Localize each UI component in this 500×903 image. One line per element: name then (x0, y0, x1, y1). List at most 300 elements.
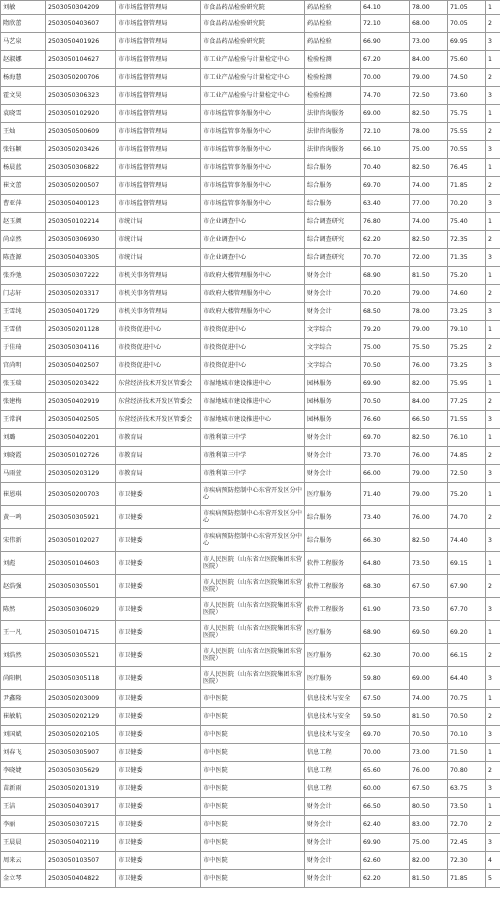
table-row (1, 267, 500, 285)
position-cell: 医疗服务 (305, 667, 361, 690)
unit-cell: 市人民医院（山东省立医院集团东营医院） (201, 644, 305, 667)
position-cell: 检验检测 (305, 51, 361, 69)
unit-cell: 市湿地城市建设推进中心 (201, 411, 305, 429)
written-score-cell: 63.40 (361, 195, 410, 213)
exam-id-cell: 2503050202105 (46, 726, 116, 744)
total-score-cell: 69.15 (448, 552, 486, 575)
rank-cell: 1 (486, 744, 500, 762)
interview-score-cell: 70.00 (410, 644, 448, 667)
department-cell: 市市场监督管理局 (116, 141, 201, 159)
rank-cell: 3 (486, 598, 500, 621)
name-cell: 刘春飞 (1, 744, 46, 762)
rank-cell: 5 (486, 870, 500, 888)
position-cell: 综合服务 (305, 506, 361, 529)
total-score-cell: 70.80 (448, 762, 486, 780)
written-score-cell: 66.30 (361, 529, 410, 552)
position-cell: 信息工程 (305, 744, 361, 762)
rank-cell: 1 (486, 159, 500, 177)
exam-id-cell: 2503050104603 (46, 552, 116, 575)
total-score-cell: 75.55 (448, 123, 486, 141)
position-cell: 综合调查研究 (305, 249, 361, 267)
total-score-cell: 73.25 (448, 303, 486, 321)
exam-id-cell: 2503050306930 (46, 231, 116, 249)
department-cell: 市市场监督管理局 (116, 177, 201, 195)
exam-id-cell: 2503050400123 (46, 195, 116, 213)
interview-score-cell: 76.00 (410, 762, 448, 780)
exam-id-cell: 2503050402507 (46, 357, 116, 375)
total-score-cell: 74.60 (448, 285, 486, 303)
department-cell: 市卫健委 (116, 483, 201, 506)
position-cell: 综合服务 (305, 159, 361, 177)
name-cell: 刘国斌 (1, 726, 46, 744)
unit-cell: 市市场监管事务服务中心 (201, 195, 305, 213)
department-cell: 市市场监督管理局 (116, 105, 201, 123)
position-cell: 信息技术与安全 (305, 690, 361, 708)
department-cell: 市卫健委 (116, 644, 201, 667)
rank-cell: 2 (486, 15, 500, 33)
name-cell: 张钰颖 (1, 141, 46, 159)
interview-score-cell: 69.00 (410, 667, 448, 690)
rank-cell: 1 (486, 552, 500, 575)
exam-id-cell: 2503050304116 (46, 339, 116, 357)
interview-score-cell: 66.50 (410, 411, 448, 429)
written-score-cell: 71.40 (361, 483, 410, 506)
name-cell: 宋伟新 (1, 529, 46, 552)
department-cell: 市统计局 (116, 249, 201, 267)
total-score-cell: 74.85 (448, 447, 486, 465)
department-cell: 市机关事务管理局 (116, 303, 201, 321)
exam-id-cell: 2503050402505 (46, 411, 116, 429)
unit-cell: 市企业调查中心 (201, 231, 305, 249)
unit-cell: 市疾病预防控制中心东营开发区分中心 (201, 529, 305, 552)
total-score-cell: 74.70 (448, 506, 486, 529)
unit-cell: 市湿地城市建设推进中心 (201, 393, 305, 411)
position-cell: 医疗服务 (305, 644, 361, 667)
total-score-cell: 70.05 (448, 15, 486, 33)
position-cell: 园林服务 (305, 375, 361, 393)
total-score-cell: 71.55 (448, 411, 486, 429)
table-row (1, 231, 500, 249)
interview-score-cell: 72.00 (410, 249, 448, 267)
table-row (1, 762, 500, 780)
name-cell: 宫尚明 (1, 357, 46, 375)
position-cell: 财务会计 (305, 798, 361, 816)
exam-id-cell: 2503050306822 (46, 159, 116, 177)
exam-id-cell: 2503050305501 (46, 575, 116, 598)
department-cell: 市卫健委 (116, 529, 201, 552)
table-row (1, 708, 500, 726)
unit-cell: 市中医院 (201, 816, 305, 834)
table-row (1, 744, 500, 762)
unit-cell: 市人民医院（山东省立医院集团东营医院） (201, 667, 305, 690)
interview-score-cell: 74.00 (410, 213, 448, 231)
position-cell: 文字综合 (305, 339, 361, 357)
unit-cell: 市企业调查中心 (201, 249, 305, 267)
written-score-cell: 66.10 (361, 141, 410, 159)
total-score-cell: 73.25 (448, 357, 486, 375)
interview-score-cell: 78.00 (410, 123, 448, 141)
table-row (1, 375, 500, 393)
interview-score-cell: 80.50 (410, 798, 448, 816)
table-row (1, 141, 500, 159)
department-cell: 市卫健委 (116, 744, 201, 762)
written-score-cell: 60.00 (361, 780, 410, 798)
total-score-cell: 69.95 (448, 33, 486, 51)
interview-score-cell: 79.00 (410, 483, 448, 506)
written-score-cell: 69.90 (361, 375, 410, 393)
exam-id-cell: 2503050500609 (46, 123, 116, 141)
name-cell: 杨晨蓝 (1, 159, 46, 177)
total-score-cell: 63.75 (448, 780, 486, 798)
interview-score-cell: 73.00 (410, 744, 448, 762)
position-cell: 医疗服务 (305, 483, 361, 506)
position-cell: 财务会计 (305, 816, 361, 834)
position-cell: 综合调查研究 (305, 231, 361, 249)
written-score-cell: 66.00 (361, 465, 410, 483)
table-row (1, 411, 500, 429)
table-row (1, 816, 500, 834)
interview-score-cell: 72.50 (410, 87, 448, 105)
interview-score-cell: 82.50 (410, 529, 448, 552)
unit-cell: 市投资促进中心 (201, 357, 305, 375)
name-cell: 隋欣蕾 (1, 15, 46, 33)
table-row (1, 667, 500, 690)
exam-id-cell: 2503050202129 (46, 708, 116, 726)
position-cell: 信息工程 (305, 780, 361, 798)
name-cell: 尹鑫隆 (1, 690, 46, 708)
exam-id-cell: 2503050401926 (46, 33, 116, 51)
unit-cell: 市中医院 (201, 780, 305, 798)
exam-id-cell: 2503050306323 (46, 87, 116, 105)
interview-score-cell: 75.50 (410, 339, 448, 357)
written-score-cell: 66.90 (361, 33, 410, 51)
department-cell: 市教育局 (116, 447, 201, 465)
department-cell: 东营经济技术开发区管委会 (116, 393, 201, 411)
exam-id-cell: 2503050401729 (46, 303, 116, 321)
total-score-cell: 74.40 (448, 529, 486, 552)
total-score-cell: 67.90 (448, 575, 486, 598)
rank-cell: 1 (486, 690, 500, 708)
unit-cell: 市中医院 (201, 690, 305, 708)
name-cell: 赵淑娜 (1, 51, 46, 69)
unit-cell: 市企业调查中心 (201, 213, 305, 231)
unit-cell: 市市场监管事务服务中心 (201, 177, 305, 195)
unit-cell: 市人民医院（山东省立医院集团东营医院） (201, 598, 305, 621)
name-cell: 刘敏 (1, 1, 46, 15)
table-row (1, 159, 500, 177)
interview-score-cell: 67.50 (410, 780, 448, 798)
unit-cell: 市胜利第三中学 (201, 465, 305, 483)
name-cell: 张乔弛 (1, 267, 46, 285)
name-cell: 尚阳帆 (1, 667, 46, 690)
department-cell: 东营经济技术开发区管委会 (116, 375, 201, 393)
written-score-cell: 67.20 (361, 51, 410, 69)
total-score-cell: 72.50 (448, 465, 486, 483)
exam-id-cell: 2503050402119 (46, 834, 116, 852)
name-cell: 刘璐 (1, 429, 46, 447)
name-cell: 霍文昊 (1, 87, 46, 105)
written-score-cell: 68.50 (361, 303, 410, 321)
interview-score-cell: 82.50 (410, 231, 448, 249)
written-score-cell: 61.90 (361, 598, 410, 621)
total-score-cell: 64.40 (448, 667, 486, 690)
rank-cell: 1 (486, 105, 500, 123)
rank-cell: 2 (486, 575, 500, 598)
total-score-cell: 75.60 (448, 51, 486, 69)
name-cell: 李丽 (1, 816, 46, 834)
interview-score-cell: 73.50 (410, 598, 448, 621)
exam-id-cell: 2503050200706 (46, 69, 116, 87)
total-score-cell: 75.25 (448, 339, 486, 357)
unit-cell: 市市场监管事务服务中心 (201, 105, 305, 123)
department-cell: 市统计局 (116, 213, 201, 231)
interview-score-cell: 78.00 (410, 303, 448, 321)
department-cell: 市教育局 (116, 429, 201, 447)
written-score-cell: 62.60 (361, 852, 410, 870)
rank-cell: 2 (486, 762, 500, 780)
unit-cell: 市疾病预防控制中心东营开发区分中心 (201, 506, 305, 529)
rank-cell: 3 (486, 465, 500, 483)
exam-id-cell: 2503050102027 (46, 529, 116, 552)
table-row (1, 393, 500, 411)
table-row (1, 213, 500, 231)
total-score-cell: 73.50 (448, 798, 486, 816)
interview-score-cell: 82.50 (410, 429, 448, 447)
written-score-cell: 70.40 (361, 159, 410, 177)
interview-score-cell: 79.00 (410, 69, 448, 87)
position-cell: 财务会计 (305, 465, 361, 483)
interview-score-cell: 81.50 (410, 267, 448, 285)
exam-id-cell: 2503050305629 (46, 762, 116, 780)
total-score-cell: 76.10 (448, 429, 486, 447)
rank-cell: 2 (486, 506, 500, 529)
rank-cell: 1 (486, 798, 500, 816)
written-score-cell: 62.30 (361, 644, 410, 667)
rank-cell: 3 (486, 195, 500, 213)
written-score-cell: 73.70 (361, 447, 410, 465)
unit-cell: 市政府大楼管理服务中心 (201, 267, 305, 285)
written-score-cell: 64.80 (361, 552, 410, 575)
department-cell: 市投资促进中心 (116, 357, 201, 375)
exam-id-cell: 2503050203422 (46, 375, 116, 393)
table-row (1, 598, 500, 621)
department-cell: 市市场监督管理局 (116, 123, 201, 141)
rank-cell: 4 (486, 852, 500, 870)
total-score-cell: 75.40 (448, 213, 486, 231)
department-cell: 市卫健委 (116, 506, 201, 529)
interview-score-cell: 78.00 (410, 1, 448, 15)
department-cell: 市卫健委 (116, 870, 201, 888)
rank-cell: 3 (486, 303, 500, 321)
name-cell: 曹亚萍 (1, 195, 46, 213)
interview-score-cell: 82.00 (410, 852, 448, 870)
interview-score-cell: 79.00 (410, 285, 448, 303)
interview-score-cell: 69.50 (410, 621, 448, 644)
total-score-cell: 72.70 (448, 816, 486, 834)
interview-score-cell: 84.00 (410, 393, 448, 411)
department-cell: 市卫健委 (116, 690, 201, 708)
department-cell: 市卫健委 (116, 762, 201, 780)
rank-cell: 1 (486, 429, 500, 447)
unit-cell: 市食品药品检验研究院 (201, 15, 305, 33)
exam-id-cell: 2503050403305 (46, 249, 116, 267)
table-row (1, 105, 500, 123)
rank-cell: 2 (486, 123, 500, 141)
department-cell: 东营经济技术开发区管委会 (116, 411, 201, 429)
score-table-body (1, 1, 500, 888)
table-row (1, 798, 500, 816)
rank-cell: 2 (486, 177, 500, 195)
table-row (1, 506, 500, 529)
exam-id-cell: 2503050402201 (46, 429, 116, 447)
name-cell: 张建梅 (1, 393, 46, 411)
interview-score-cell: 68.00 (410, 15, 448, 33)
name-cell: 苗新雨 (1, 780, 46, 798)
position-cell: 医疗服务 (305, 621, 361, 644)
table-row (1, 780, 500, 798)
position-cell: 财务会计 (305, 267, 361, 285)
unit-cell: 市人民医院（山东省立医院集团东营医院） (201, 552, 305, 575)
position-cell: 软件工程服务 (305, 552, 361, 575)
total-score-cell: 71.85 (448, 870, 486, 888)
written-score-cell: 73.40 (361, 506, 410, 529)
written-score-cell: 69.70 (361, 429, 410, 447)
exam-id-cell: 2503050305521 (46, 644, 116, 667)
unit-cell: 市政府大楼管理服务中心 (201, 285, 305, 303)
total-score-cell: 72.35 (448, 231, 486, 249)
table-row (1, 303, 500, 321)
written-score-cell: 68.30 (361, 575, 410, 598)
unit-cell: 市胜利第三中学 (201, 447, 305, 465)
position-cell: 财务会计 (305, 303, 361, 321)
rank-cell: 2 (486, 231, 500, 249)
position-cell: 检验检测 (305, 87, 361, 105)
exam-id-cell: 2503050403917 (46, 798, 116, 816)
written-score-cell: 76.60 (361, 411, 410, 429)
written-score-cell: 62.20 (361, 231, 410, 249)
department-cell: 市机关事务管理局 (116, 285, 201, 303)
exam-id-cell: 2503050200703 (46, 483, 116, 506)
written-score-cell: 79.20 (361, 321, 410, 339)
interview-score-cell: 79.00 (410, 465, 448, 483)
interview-score-cell: 82.50 (410, 105, 448, 123)
total-score-cell: 75.95 (448, 375, 486, 393)
interview-score-cell: 73.00 (410, 33, 448, 51)
written-score-cell: 64.10 (361, 1, 410, 15)
rank-cell: 1 (486, 1, 500, 15)
interview-score-cell: 82.00 (410, 375, 448, 393)
name-cell: 刘彪 (1, 552, 46, 575)
exam-id-cell: 2503050203009 (46, 690, 116, 708)
name-cell: 王灿 (1, 123, 46, 141)
written-score-cell: 69.00 (361, 105, 410, 123)
written-score-cell: 74.70 (361, 87, 410, 105)
position-cell: 财务会计 (305, 870, 361, 888)
written-score-cell: 69.70 (361, 726, 410, 744)
total-score-cell: 72.30 (448, 852, 486, 870)
rank-cell: 2 (486, 339, 500, 357)
unit-cell: 市市场监管事务服务中心 (201, 123, 305, 141)
unit-cell: 市市场监管事务服务中心 (201, 141, 305, 159)
name-cell: 金立琴 (1, 870, 46, 888)
table-row (1, 447, 500, 465)
position-cell: 文字综合 (305, 357, 361, 375)
exam-id-cell: 2503050305907 (46, 744, 116, 762)
unit-cell: 市中医院 (201, 744, 305, 762)
position-cell: 药品检验 (305, 15, 361, 33)
department-cell: 市卫健委 (116, 667, 201, 690)
written-score-cell: 72.10 (361, 123, 410, 141)
department-cell: 市市场监督管理局 (116, 195, 201, 213)
rank-cell: 3 (486, 87, 500, 105)
total-score-cell: 70.50 (448, 708, 486, 726)
unit-cell: 市中医院 (201, 762, 305, 780)
department-cell: 市市场监督管理局 (116, 159, 201, 177)
table-row (1, 51, 500, 69)
unit-cell: 市人民医院（山东省立医院集团东营医院） (201, 575, 305, 598)
department-cell: 市卫健委 (116, 575, 201, 598)
table-row (1, 870, 500, 888)
total-score-cell: 70.55 (448, 141, 486, 159)
department-cell: 市市场监督管理局 (116, 51, 201, 69)
table-row (1, 852, 500, 870)
position-cell: 园林服务 (305, 411, 361, 429)
exam-id-cell: 2503050102920 (46, 105, 116, 123)
written-score-cell: 59.50 (361, 708, 410, 726)
department-cell: 市市场监督管理局 (116, 1, 201, 15)
total-score-cell: 75.20 (448, 483, 486, 506)
name-cell: 周来云 (1, 852, 46, 870)
unit-cell: 市食品药品检验研究院 (201, 33, 305, 51)
name-cell: 于佳琦 (1, 339, 46, 357)
position-cell: 法律咨询服务 (305, 141, 361, 159)
position-cell: 综合服务 (305, 177, 361, 195)
exam-id-cell: 2503050203129 (46, 465, 116, 483)
unit-cell: 市投资促进中心 (201, 339, 305, 357)
department-cell: 市卫健委 (116, 798, 201, 816)
name-cell: 马雨萱 (1, 465, 46, 483)
table-row (1, 644, 500, 667)
interview-score-cell: 82.50 (410, 159, 448, 177)
name-cell: 陈然 (1, 598, 46, 621)
total-score-cell: 79.10 (448, 321, 486, 339)
name-cell: 王常润 (1, 411, 46, 429)
exam-id-cell: 2503050201319 (46, 780, 116, 798)
unit-cell: 市疾病预防控制中心东营开发区分中心 (201, 483, 305, 506)
total-score-cell: 75.75 (448, 105, 486, 123)
exam-id-cell: 2503050306029 (46, 598, 116, 621)
written-score-cell: 66.50 (361, 798, 410, 816)
interview-score-cell: 74.00 (410, 690, 448, 708)
position-cell: 检验检测 (305, 69, 361, 87)
unit-cell: 市政府大楼管理服务中心 (201, 303, 305, 321)
total-score-cell: 66.15 (448, 644, 486, 667)
name-cell: 刘晓霞 (1, 447, 46, 465)
written-score-cell: 69.90 (361, 834, 410, 852)
exam-id-cell: 2503050201128 (46, 321, 116, 339)
position-cell: 财务会计 (305, 429, 361, 447)
total-score-cell: 70.10 (448, 726, 486, 744)
exam-id-cell: 2503050402919 (46, 393, 116, 411)
written-score-cell: 76.80 (361, 213, 410, 231)
name-cell: 陈查源 (1, 249, 46, 267)
rank-cell: 3 (486, 834, 500, 852)
total-score-cell: 76.45 (448, 159, 486, 177)
unit-cell: 市市场监管事务服务中心 (201, 159, 305, 177)
total-score-cell: 69.20 (448, 621, 486, 644)
position-cell: 软件工程服务 (305, 575, 361, 598)
unit-cell: 市湿地城市建设推进中心 (201, 375, 305, 393)
